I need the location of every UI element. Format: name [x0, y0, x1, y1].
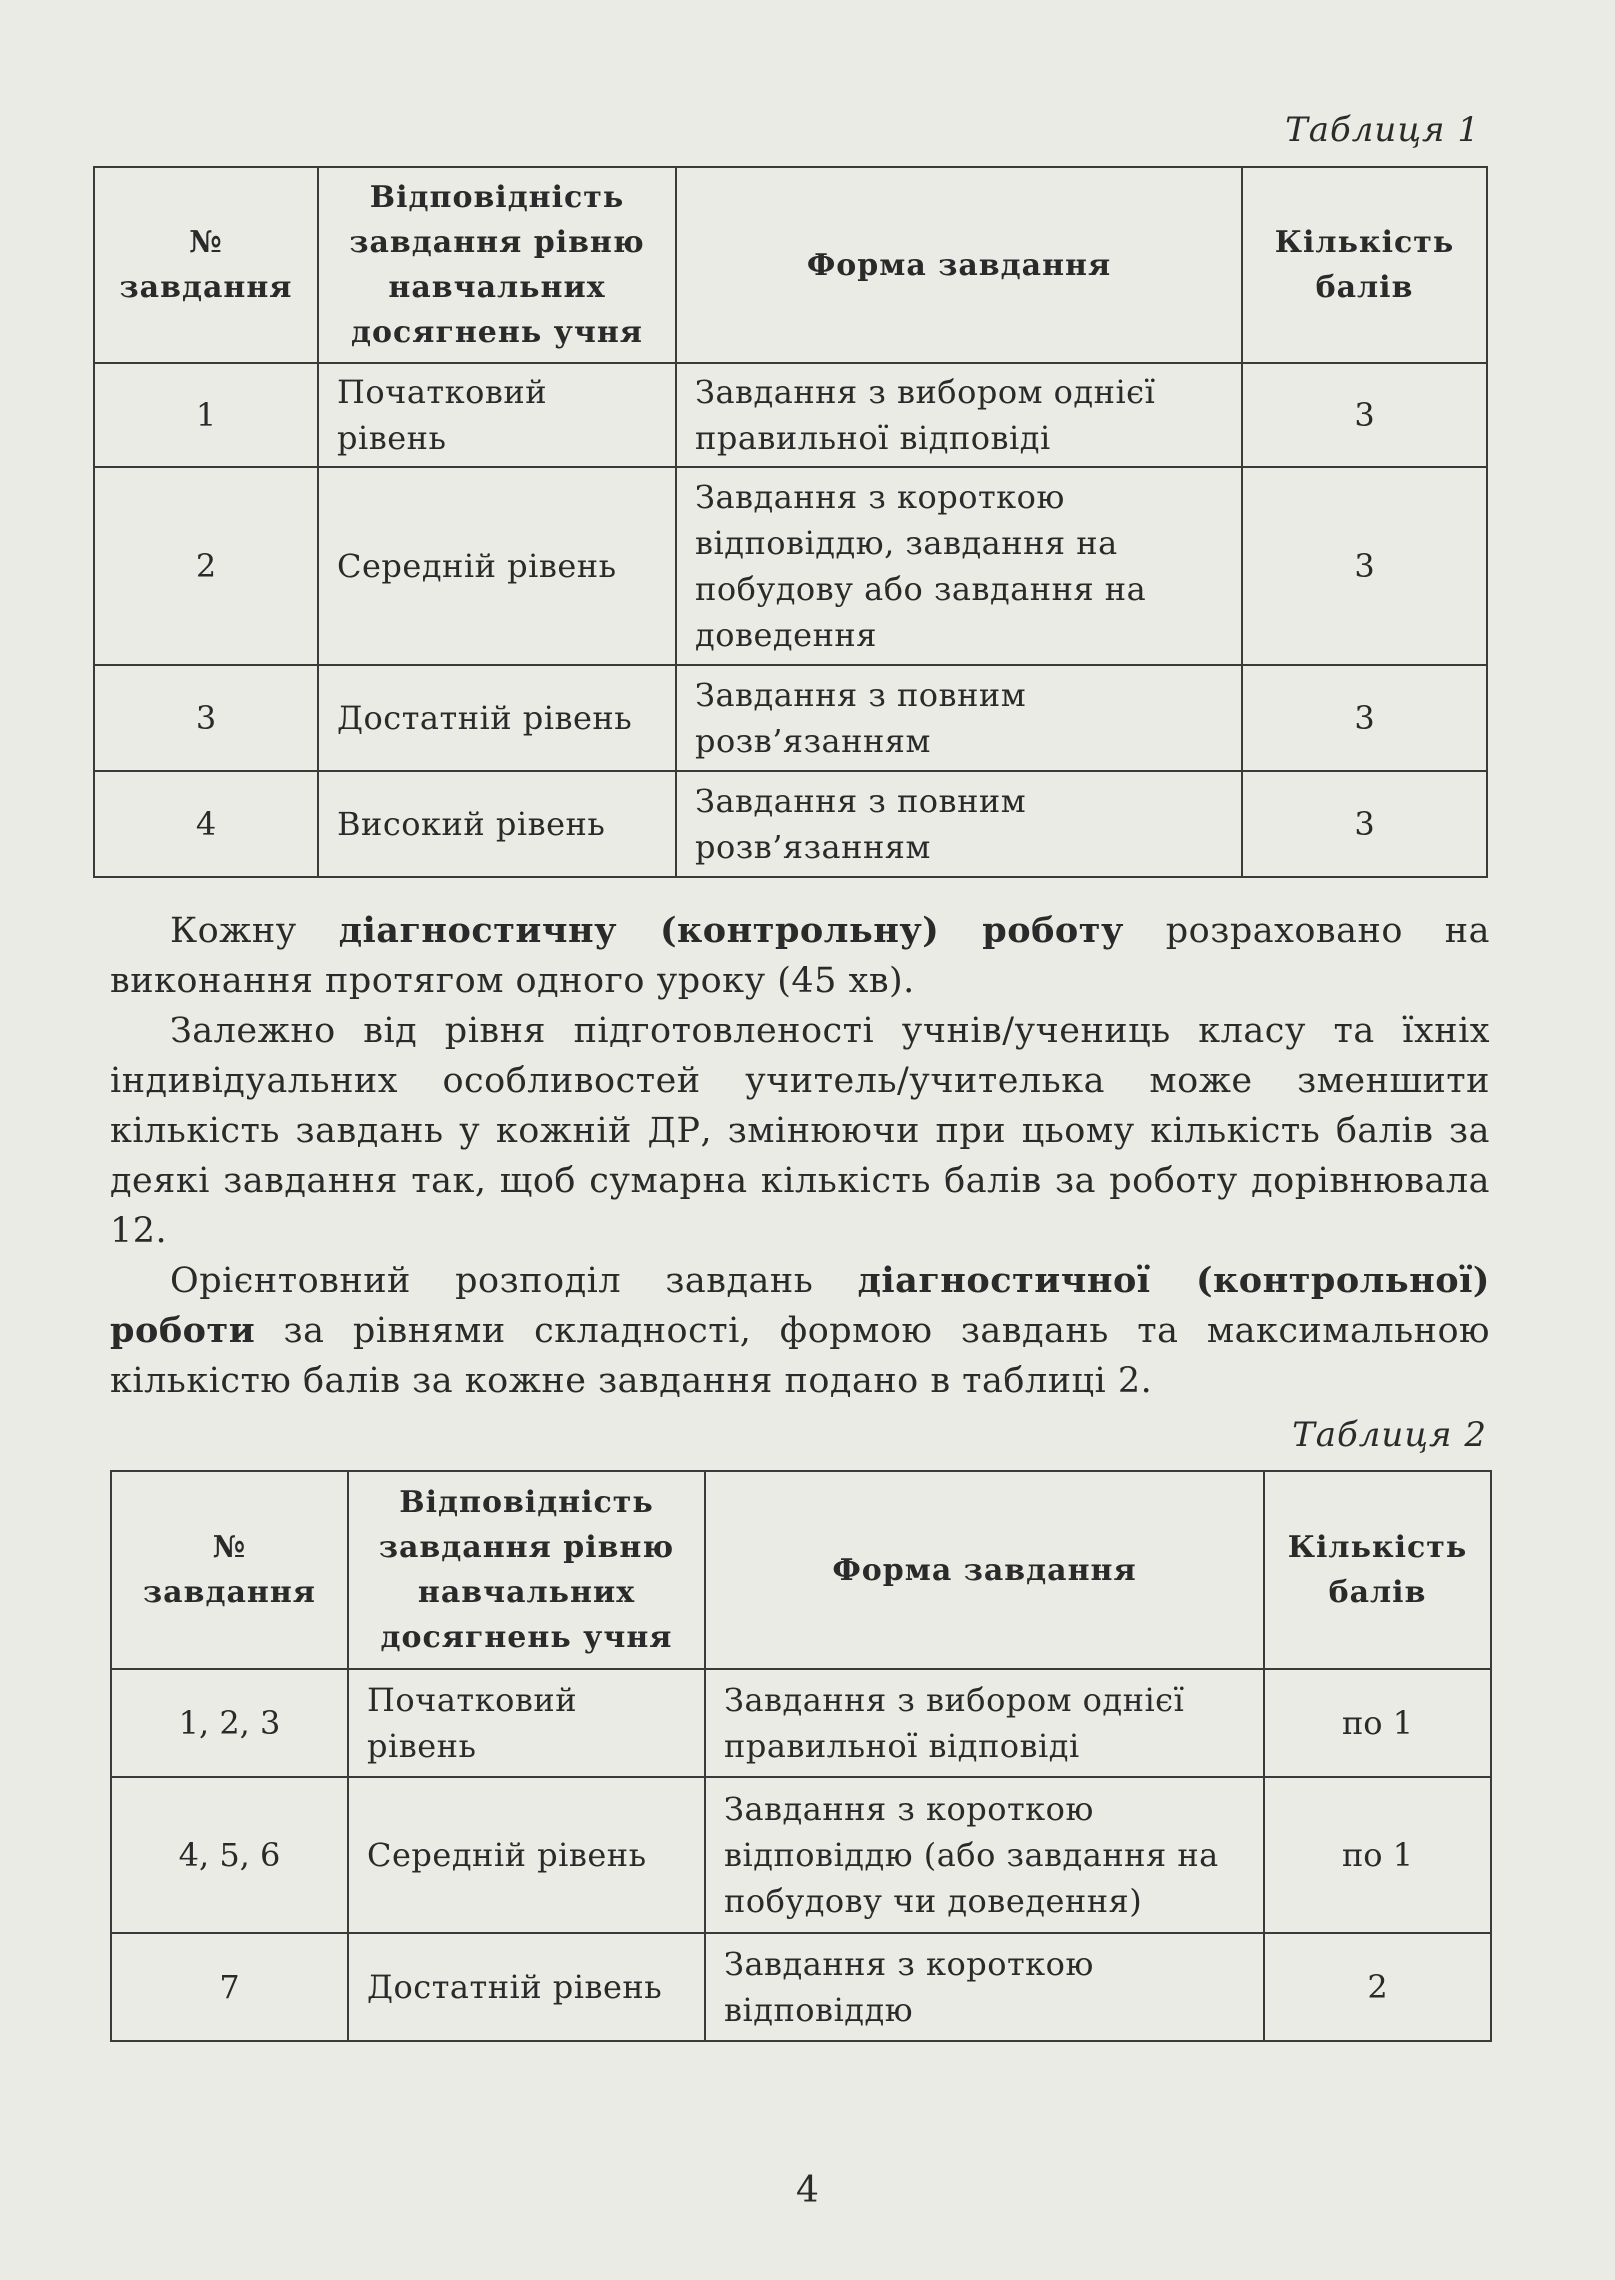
- table1-header-number: № завдання: [94, 167, 318, 363]
- task-level: Початковий рівень: [318, 363, 676, 467]
- table2-header-points: Кількість балів: [1264, 1471, 1491, 1669]
- bold-term: діагностичну (контрольну) роботу: [338, 910, 1124, 951]
- paragraph: Залежно від рівня підготовленості учнів/учениць класу та їхніх індивідуальних особливостей учитель/учителька може зменшити кількість завдань у кожній ДР, змінюючи при цьому кількість балів за деякі завдання так, щоб сумарна кількість балів за роботу дорівнювала 12.: [110, 1011, 1490, 1251]
- task-form: Завдання з короткою відповіддю: [705, 1933, 1264, 2041]
- task-number: 2: [94, 467, 318, 665]
- task-points: 3: [1242, 467, 1487, 665]
- table1-header-form: Форма завдання: [676, 167, 1242, 363]
- task-form: Завдання з повним розв’язанням: [676, 771, 1242, 877]
- task-points: по 1: [1264, 1777, 1491, 1933]
- table2: [110, 1470, 1492, 2042]
- table1-caption: Таблиця 1: [1285, 110, 1480, 150]
- table2-header-form: Форма завдання: [705, 1471, 1264, 1669]
- table2-header-row: [111, 1471, 1491, 1669]
- task-points: по 1: [1264, 1669, 1491, 1777]
- task-level: Високий рівень: [318, 771, 676, 877]
- bold-term: діагностичної (контрольної) роботи: [110, 1260, 1490, 1351]
- table2-header-level: Відповідність завдання рівню навчальних досягнень учня: [348, 1471, 705, 1669]
- table-row: [111, 1777, 1491, 1933]
- task-points: 3: [1242, 771, 1487, 877]
- task-number: 1: [94, 363, 318, 467]
- table-row: [94, 467, 1487, 665]
- paragraph: Орієнтовний розподіл завдань діагностичної (контрольної) роботи за рівнями складності, формою завдань та максимальною кількістю балів за кожне завдання подано в таблиці 2.: [110, 1260, 1490, 1401]
- task-level: Достатній рівень: [318, 665, 676, 771]
- table2-caption: Таблиця 2: [1292, 1415, 1487, 1455]
- task-level: Середній рівень: [318, 467, 676, 665]
- task-form: Завдання з вибором однієї правильної відповіді: [705, 1669, 1264, 1777]
- task-form: Завдання з повним розв’язанням: [676, 665, 1242, 771]
- table1-header-level: Відповідність завдання рівню навчальних досягнень учня: [318, 167, 676, 363]
- task-number: 4: [94, 771, 318, 877]
- task-number: 1, 2, 3: [111, 1669, 348, 1777]
- table1: [93, 166, 1488, 878]
- table2-header-number: № завдання: [111, 1471, 348, 1669]
- task-level: Середній рівень: [348, 1777, 705, 1933]
- task-form: Завдання з короткою відповіддю, завдання на побудову або завдання на доведення: [676, 467, 1242, 665]
- table-row: [94, 665, 1487, 771]
- table-row: [94, 771, 1487, 877]
- table-row: [111, 1933, 1491, 2041]
- body-text: [110, 906, 1490, 1406]
- task-form: Завдання з вибором однієї правильної відповіді: [676, 363, 1242, 467]
- task-form: Завдання з короткою відповіддю (або завдання на побудову чи доведення): [705, 1777, 1264, 1933]
- task-points: 3: [1242, 363, 1487, 467]
- table-row: [94, 363, 1487, 467]
- table1-header-row: [94, 167, 1487, 363]
- task-number: 7: [111, 1933, 348, 2041]
- task-points: 2: [1264, 1933, 1491, 2041]
- page-number: 4: [796, 2170, 819, 2211]
- task-number: 3: [94, 665, 318, 771]
- task-number: 4, 5, 6: [111, 1777, 348, 1933]
- table1-header-points: Кількість балів: [1242, 167, 1487, 363]
- task-points: 3: [1242, 665, 1487, 771]
- task-level: Початковий рівень: [348, 1669, 705, 1777]
- paragraph: Кожну діагностичну (контрольну) роботу розраховано на виконання протягом одного уроку (45 хв).: [110, 910, 1490, 1001]
- table-row: [111, 1669, 1491, 1777]
- task-level: Достатній рівень: [348, 1933, 705, 2041]
